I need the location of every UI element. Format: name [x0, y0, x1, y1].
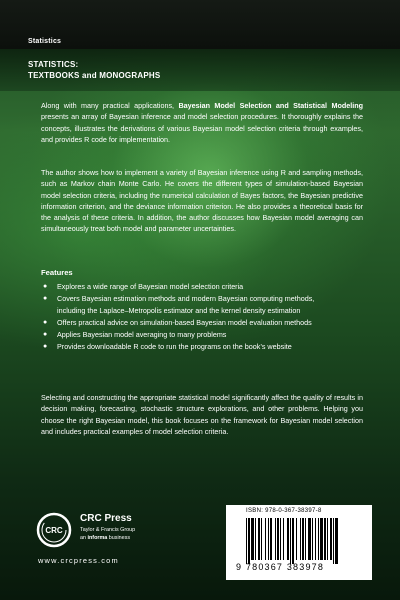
barcode-icon [244, 518, 368, 564]
barcode-bar [333, 518, 334, 564]
barcode-bar [277, 518, 279, 560]
barcode-bar [327, 518, 328, 560]
list-item [41, 293, 321, 316]
barcode-bar [296, 518, 297, 560]
bullet-icon: ● [43, 283, 48, 290]
barcode-bar [335, 518, 338, 564]
series-label: Statistics [28, 38, 62, 45]
barcode-bar [261, 518, 262, 560]
barcode-bar [315, 518, 316, 560]
informa-brand: informa [87, 535, 108, 541]
barcode-bar [251, 518, 254, 560]
bullet-icon: ● [43, 331, 48, 339]
barcode-bar [318, 518, 319, 560]
barcode-bar [290, 518, 291, 564]
publisher-name: CRC Press [80, 513, 132, 524]
barcode-bar [275, 518, 276, 560]
barcode-bar [305, 518, 306, 560]
barcode-bar [248, 518, 250, 564]
publisher-website: www.crcpress.com [38, 556, 119, 565]
bullet-icon: ● [43, 318, 48, 326]
barcode-bar [258, 518, 260, 560]
barcode-bar [312, 518, 313, 560]
barcode-bar [324, 518, 326, 560]
barcode-bar [265, 518, 266, 560]
barcode-bar [270, 518, 272, 560]
publisher-informa-line [80, 535, 130, 541]
logo-text: CRC [45, 526, 63, 535]
barcode-bar [292, 518, 294, 564]
feature-text: Provides downloadable R code to run the programs on the book’s website [57, 342, 292, 352]
paragraph-1-rest: presents an array of Bayesian inference and model selection procedures. It thoroughly explains the concepts, illustrates the derivations of various Bayesian model selection criteria through examples, and provides R code for implementation. [41, 112, 363, 144]
book-title-inline: Bayesian Model Selection and Statistical Modeling [178, 101, 363, 110]
description-paragraph-1 [41, 100, 363, 145]
barcode-bar [255, 518, 256, 560]
features-heading: Features [41, 268, 73, 277]
feature-text: Explores a wide range of Bayesian model selection criteria [57, 282, 244, 291]
barcode-bar [268, 518, 269, 560]
series-subtitle-line-2: TEXTBOOKS and MONOGRAPHS [28, 71, 161, 80]
barcode-bar [283, 518, 284, 560]
publisher-group: Taylor & Francis Group [80, 527, 136, 533]
feature-text: Covers Bayesian estimation methods and modern Bayesian computing methods, including the Laplace–Metropolis estimator and the kernel density estimation [57, 294, 315, 315]
bullet-icon: ● [43, 343, 48, 351]
barcode-digits: 9 780367 383978 [236, 562, 325, 572]
crc-press-logo-icon [36, 512, 72, 548]
barcode-bar [308, 518, 311, 560]
barcode-bar [302, 518, 304, 560]
barcode-bar [280, 518, 281, 560]
features-list [41, 281, 321, 354]
series-subtitle-band [0, 49, 400, 91]
paragraph-1-intro: Along with many practical applications, [41, 101, 179, 110]
bullet-icon: ● [43, 295, 48, 303]
barcode-bar [300, 518, 301, 560]
informa-prefix: an [80, 535, 88, 541]
feature-text: Offers practical advice on simulation-based Bayesian model evaluation methods [57, 317, 312, 327]
list-item [41, 317, 321, 328]
list-item [41, 341, 321, 352]
barcode-bar [246, 518, 247, 564]
isbn-label: ISBN: 978-0-367-38397-8 [246, 508, 322, 514]
barcode-bar [320, 518, 323, 560]
list-item [41, 329, 321, 340]
barcode-bar [330, 518, 332, 560]
series-subtitle-line-1: STATISTICS: [28, 60, 79, 69]
description-paragraph-3: Selecting and constructing the appropriate statistical model significantly affect the quality of results in decision making, forecasting, stochastic structure explorations, and other problems. Helping you choose the right Bayesian model, this book focuses on the framework for Bayesian model selection and includes practical examples of model selection criteria. [41, 393, 363, 436]
feature-text: Applies Bayesian model averaging to many problems [57, 330, 227, 340]
informa-suffix: business [107, 535, 131, 541]
barcode-bar [287, 518, 289, 560]
list-item [41, 281, 321, 292]
description-paragraph-2: The author shows how to implement a variety of Bayesian inference using R and sampling methods, such as Markov chain Monte Carlo. He covers the different types of simulation-based Bayesian model selection criteria, including the numerical calculation of Bayes factors, the Bayesian predictive information criterion, and the deviance information criterion. He also provides a theoretical basis for the analysis of these criteria. In addition, the author discusses how Bayesian model averaging can simultaneously treat both model and parameter uncertainties. [41, 168, 363, 234]
